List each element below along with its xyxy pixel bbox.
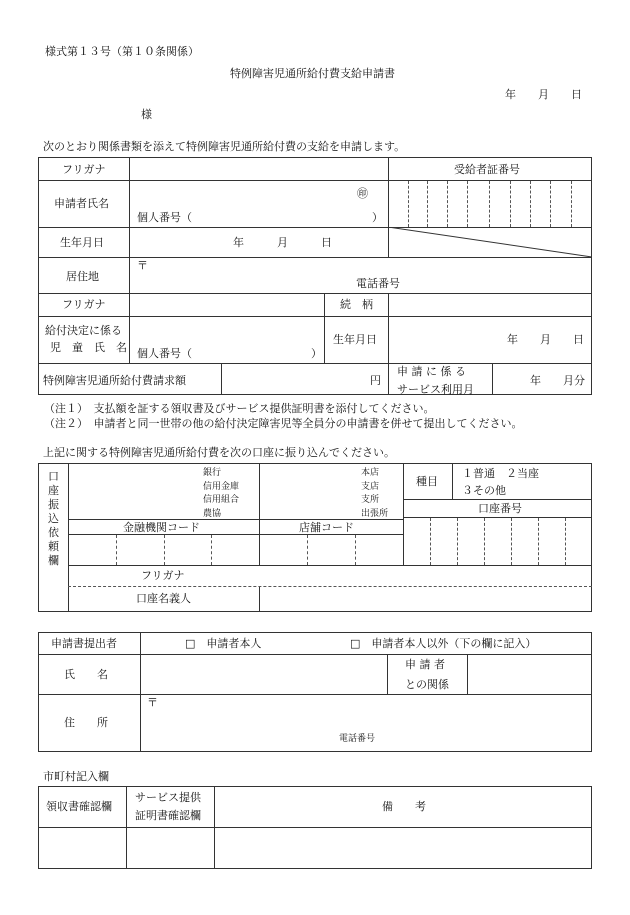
applicant-personal-number-close: ） [372, 211, 383, 224]
inst-type: 銀行 [203, 468, 222, 478]
seal-mark: ㊞ [357, 187, 368, 200]
branch-type: 出張所 [361, 508, 389, 519]
municipal-label: 市町村記入欄 [43, 770, 109, 783]
institution-types [203, 467, 239, 521]
submitter-phone-label: 電話番号 [339, 734, 376, 744]
child-furigana-label: フリガナ [62, 298, 106, 311]
submitter-address-label: 住 所 [64, 716, 108, 729]
relation-label: 続 柄 [340, 298, 373, 311]
applicant-furigana-label: フリガナ [62, 163, 106, 176]
side-char: 口 [48, 470, 59, 483]
form-number: 様式第１３号（第１０条関係） [45, 45, 199, 58]
bank-side-label [48, 470, 59, 569]
submitter-relation-label-2: との関係 [405, 678, 449, 691]
residence-phone-label: 電話番号 [356, 277, 400, 290]
branch-type: 支所 [361, 495, 380, 505]
account-number-label: 口座番号 [478, 502, 522, 515]
submitter-name-label: 氏 名 [64, 668, 108, 681]
addressee: 様 [141, 108, 152, 121]
account-kind-option-1: １普通 ２当座 [462, 467, 539, 480]
holder-furigana-label: フリガナ [141, 569, 185, 582]
side-char: 依 [48, 526, 59, 540]
applicant-personal-number-label: 個人番号（ [137, 211, 192, 224]
form-title: 特例障害児通所給付費支給申請書 [230, 67, 395, 80]
service-month-label-2: サービス利用月 [397, 383, 474, 396]
branch-code-label: 店舗コード [299, 521, 354, 534]
service-cert-label-1: サービス提供 [135, 791, 201, 804]
side-char: 頼 [48, 540, 59, 554]
applicant-birth-label: 生年月日 [60, 236, 104, 249]
submitter-postal-mark: 〒 [147, 696, 158, 709]
bank-intro: 上記に関する特例障害児通所給付費を次の口座に振り込んでください。 [43, 446, 395, 459]
diagonal-slash [388, 227, 592, 257]
applicant-name-label: 申請者氏名 [54, 197, 109, 210]
cert-number-label: 受給者証番号 [454, 163, 520, 176]
child-name-label-2: 児 童 氏 名 [50, 341, 127, 354]
side-char: 込 [48, 512, 59, 526]
inst-type: 農協 [203, 508, 222, 519]
child-personal-number-close: ） [311, 347, 322, 360]
side-char: 振 [48, 498, 59, 512]
institution-code-label: 金融機関コード [123, 521, 200, 534]
submitter-label: 申請書提出者 [51, 637, 117, 650]
branch-types [361, 467, 388, 521]
inst-type: 信用組合 [203, 495, 240, 505]
service-month-value: 年 月分 [530, 374, 585, 387]
submitter-other-option[interactable]: □ 申請者本人以外（下の欄に記入） [350, 637, 537, 650]
service-month-label-1: 申 請 に 係 る [397, 365, 466, 378]
side-char: 座 [48, 484, 59, 498]
date-line: 年 月 日 [505, 88, 582, 101]
intro-text: 次のとおり関係書類を添えて特例障害児通所給付費の支給を申請します。 [43, 140, 406, 153]
yen-mark: 円 [370, 374, 381, 387]
residence-label: 居住地 [66, 270, 99, 283]
child-birth-label: 生年月日 [333, 333, 377, 346]
side-char: 欄 [48, 554, 59, 568]
child-birth-value: 年 月 日 [507, 333, 584, 346]
note-2: （注２） 申請者と同一世帯の他の給付決定障害児等全員分の申請書を併せて提出してください。 [44, 417, 523, 430]
receipt-check-label: 領収書確認欄 [46, 800, 112, 813]
submitter-self-option[interactable]: □ 申請者本人 [185, 637, 262, 650]
submitter-relation-label-1: 申 請 者 [405, 658, 445, 671]
branch-type: 本店 [361, 468, 380, 478]
child-name-label-1: 給付決定に係る [45, 324, 122, 337]
claim-amount-label: 特例障害児通所給付費請求額 [43, 374, 186, 387]
child-personal-number-label: 個人番号（ [137, 347, 192, 360]
residence-postal-mark: 〒 [137, 259, 148, 272]
account-kind-label: 種目 [416, 475, 438, 488]
remarks-label: 備 考 [382, 800, 426, 813]
account-holder-label: 口座名義人 [136, 592, 191, 605]
inst-type: 信用金庫 [203, 481, 240, 492]
service-cert-label-2: 証明書確認欄 [135, 809, 201, 822]
applicant-birth-value: 年 月 日 [233, 236, 332, 249]
note-1: （注１） 支払額を証する領収書及びサービス提供証明書を添付してください。 [44, 402, 435, 415]
account-kind-option-2: ３その他 [462, 484, 506, 497]
branch-type: 支店 [361, 481, 380, 492]
